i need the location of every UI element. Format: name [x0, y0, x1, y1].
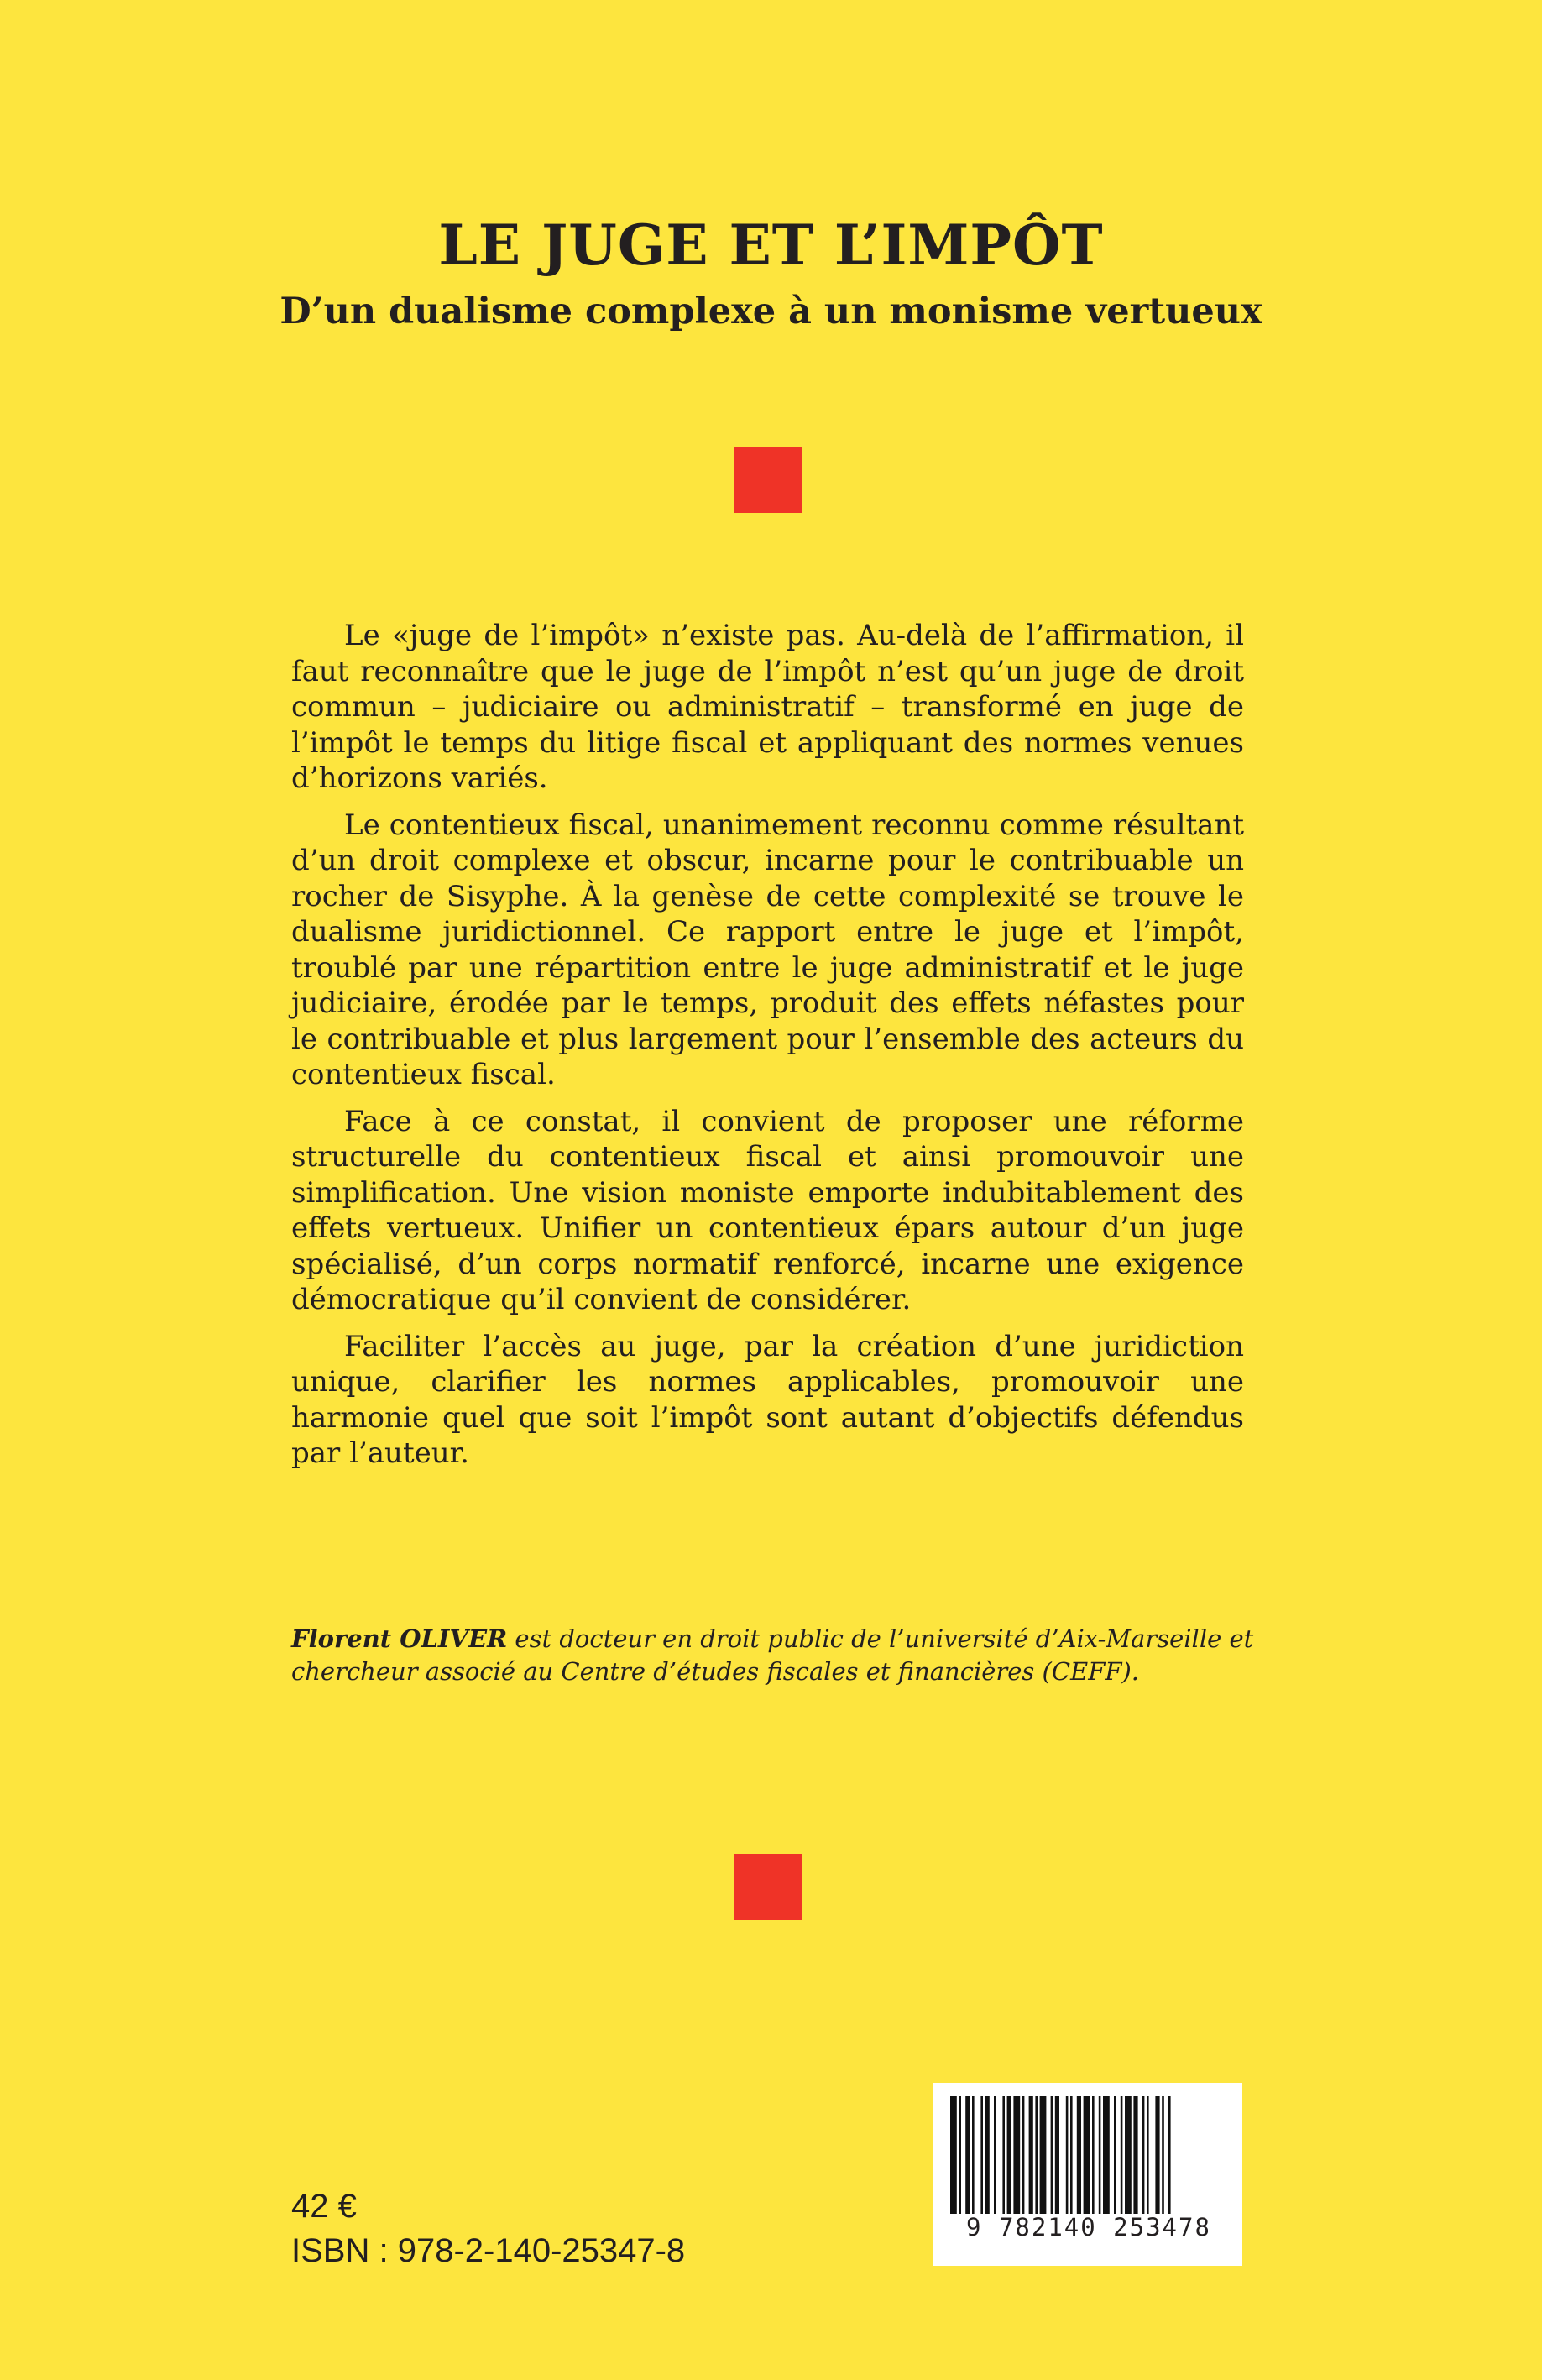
barcode-bar: [1155, 2096, 1159, 2214]
barcode: [933, 2083, 1242, 2266]
barcode-bar: [1002, 2096, 1005, 2214]
isbn: ISBN : 978-2-140-25347-8: [291, 2232, 686, 2269]
barcode-bar: [994, 2096, 996, 2214]
blurb-paragraph-4: Faciliter l’accès au juge, par la création d’une juridiction unique, clarifier les normes applicables, promouvoir une harmonie quel que soit l’impôt sont autant d’objectifs défendus par l’auteur.: [291, 1329, 1244, 1470]
barcode-bar: [1051, 2096, 1053, 2214]
barcode-digits: 9 782140 253478: [966, 2213, 1211, 2241]
barcode-bars-icon: [950, 2096, 1226, 2214]
red-square-bottom: [734, 1854, 802, 1920]
blurb-paragraph-3: Face à ce constat, il convient de proposer une réforme structurelle du contentieux fiscal et ainsi promouvoir une simplification. Une vision moniste emporte indubitablement des effets vertueux. Unifier un contentieux épars autour d’un juge spécialisé, d’un corps normatif renforcé, incarne une exigence démocratique qu’il convient de considérer.: [291, 1104, 1244, 1316]
barcode-bar: [1035, 2096, 1038, 2214]
barcode-bar: [950, 2096, 957, 2214]
barcode-bar: [980, 2096, 983, 2214]
blurb-paragraph-2: Le contentieux fiscal, unanimement reconnu comme résultant d’un droit complexe et obscur, incarne pour le contribuable un rocher de Sisyphe. À la genèse de cette complexité se trouve le dualisme juridictionnel. Ce rapport entre le juge et l’impôt, troublé par une répartition entre le juge administratif et le juge judiciaire, érodée par le temps, produit des effets néfastes pour le contribuable et plus largement pour l’ensemble des acteurs du contentieux fiscal.: [291, 808, 1244, 1091]
barcode-bar: [1092, 2096, 1095, 2214]
barcode-bar: [1066, 2096, 1069, 2214]
barcode-bar: [972, 2096, 975, 2214]
barcode-bar: [1125, 2096, 1132, 2214]
barcode-bar: [1013, 2096, 1020, 2214]
barcode-bar: [1162, 2096, 1164, 2214]
barcode-bar: [985, 2096, 990, 2214]
price: 42 €: [291, 2188, 357, 2225]
barcode-bar: [1121, 2096, 1123, 2214]
red-square-top: [734, 447, 802, 513]
barcode-bar: [1114, 2096, 1116, 2214]
barcode-bar: [1007, 2096, 1011, 2214]
barcode-bar: [1084, 2096, 1090, 2214]
barcode-bar: [1077, 2096, 1081, 2214]
barcode-bar: [1133, 2096, 1137, 2214]
barcode-bar: [1070, 2096, 1073, 2214]
blurb-paragraph-1: Le «juge de l’impôt» n’existe pas. Au-delà de l’affirmation, il faut reconnaître que le juge de l’impôt n’est qu’un juge de droit commun – judiciaire ou administratif – transformé en juge de l’impôt le temps du litige fiscal et appliquant des normes venues d’horizons variés.: [291, 619, 1244, 795]
barcode-bar: [959, 2096, 961, 2214]
barcode-bar: [1099, 2096, 1101, 2214]
author-name: Florent OLIVER: [291, 1624, 508, 1653]
barcode-bar: [1147, 2096, 1149, 2214]
title-block: [0, 210, 1542, 337]
barcode-bar: [1029, 2096, 1033, 2214]
author-bio: est docteur en droit public de l’université d’Aix-Marseille et chercheur associé au Centre d’études fiscales et financières (CEFF).: [291, 1624, 1254, 1686]
author-note: [291, 1623, 1265, 1688]
blurb-text: [291, 618, 1244, 1483]
barcode-bar: [1168, 2096, 1171, 2214]
barcode-bar: [965, 2096, 970, 2214]
barcode-bar: [1022, 2096, 1025, 2214]
barcode-bar: [1040, 2096, 1047, 2214]
book-subtitle: D’un dualisme complexe à un monisme vertueux: [280, 290, 1262, 332]
barcode-bar: [1142, 2096, 1145, 2214]
price-block: [291, 2184, 685, 2273]
barcode-bar: [1103, 2096, 1110, 2214]
book-title: LE JUGE ET L’IMPÔT: [438, 212, 1104, 278]
barcode-bar: [1055, 2096, 1059, 2214]
